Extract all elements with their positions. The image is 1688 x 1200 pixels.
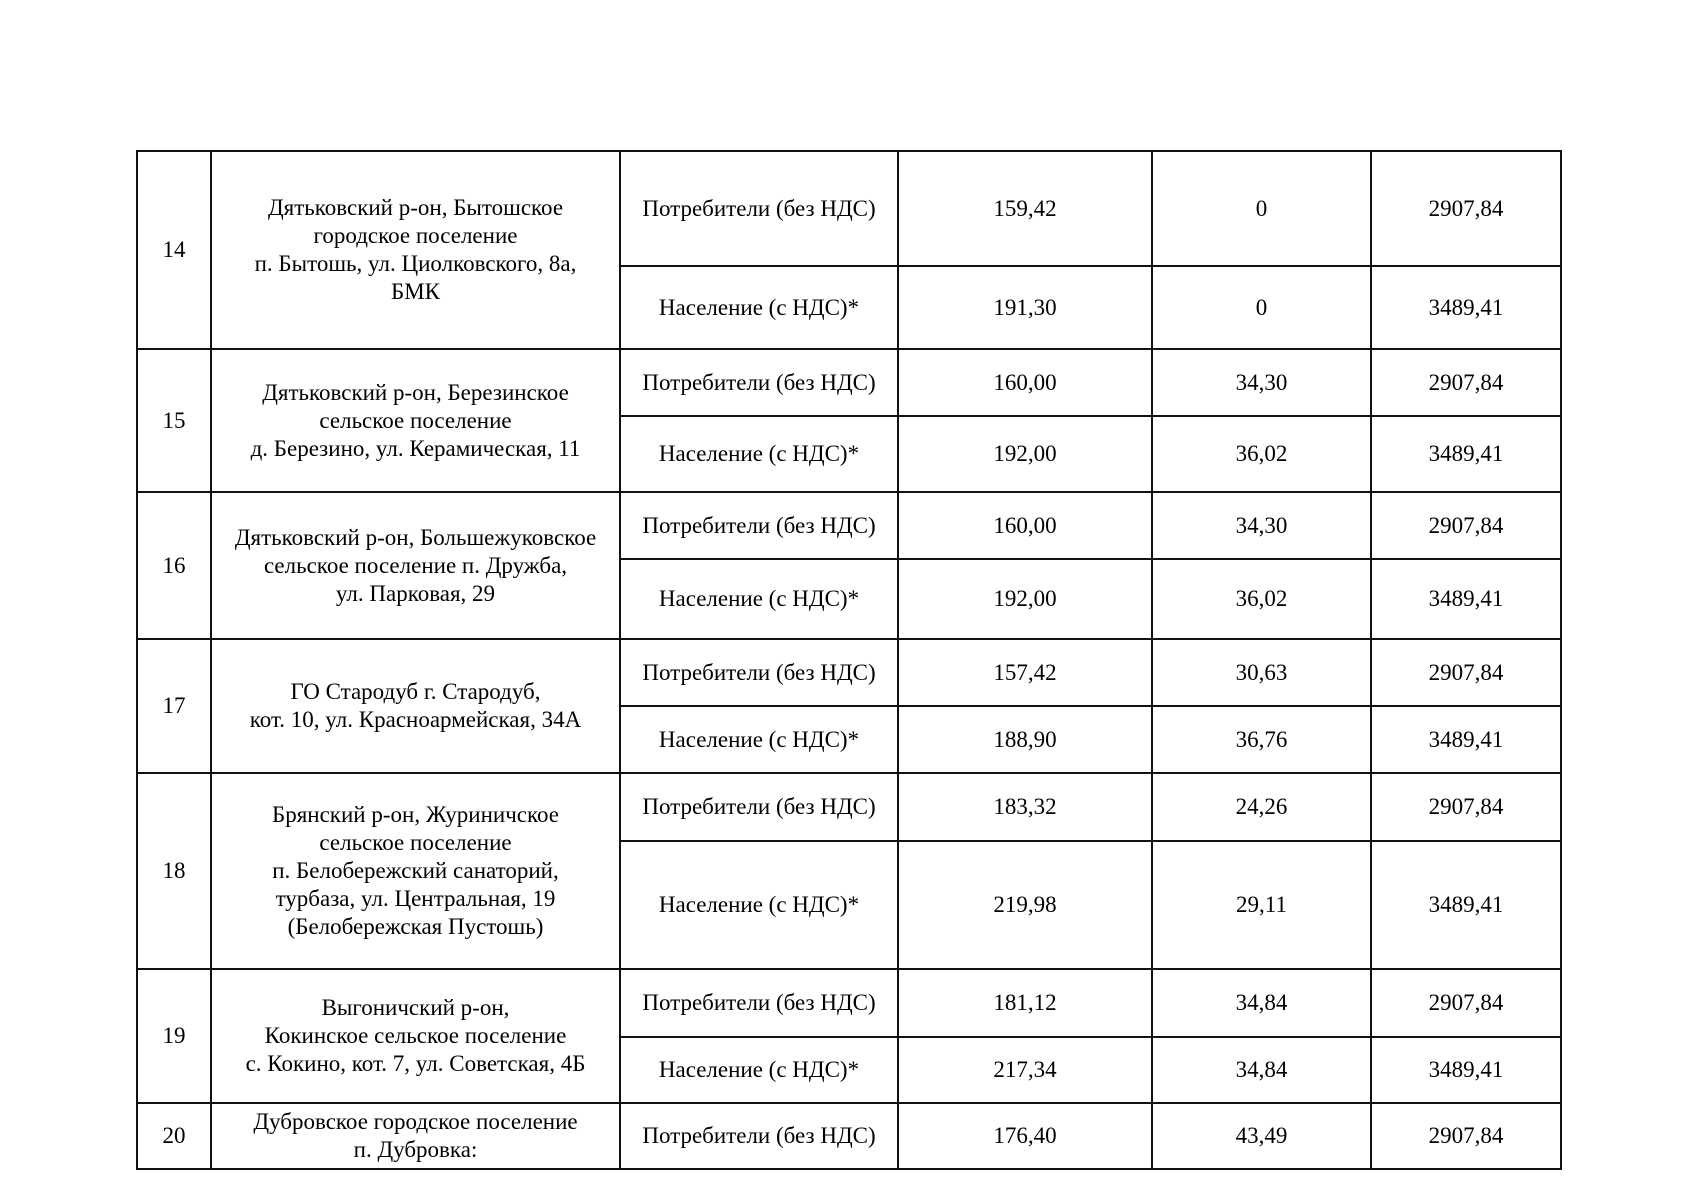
value-col-2: 43,49 (1152, 1103, 1371, 1169)
value-col-3: 3489,41 (1371, 1037, 1561, 1103)
address-cell (211, 639, 620, 773)
address-line: Дятьковский р-он, Березинское (262, 379, 569, 405)
address-line: ГО Стародуб г. Стародуб, (290, 679, 541, 704)
row-number: 15 (137, 349, 211, 492)
value-col-2: 29,11 (1152, 841, 1371, 969)
consumer-category: Потребители (без НДС) (620, 639, 898, 706)
address-line: турбаза, ул. Центральная, 19 (275, 886, 556, 911)
value-col-1: 160,00 (898, 492, 1152, 559)
table-row (137, 773, 1561, 841)
value-col-2: 0 (1152, 151, 1371, 266)
table-row (137, 349, 1561, 416)
address-line: Кокинское сельское поселение (264, 1023, 567, 1048)
address-line: с. Кокино, кот. 7, ул. Советская, 4Б (245, 1051, 586, 1076)
value-col-2: 36,76 (1152, 706, 1371, 773)
consumer-category: Население (с НДС)* (620, 706, 898, 773)
value-col-1: 192,00 (898, 416, 1152, 492)
table-row (137, 151, 1561, 266)
consumer-category: Население (с НДС)* (620, 1037, 898, 1103)
value-col-1: 217,34 (898, 1037, 1152, 1103)
row-number: 18 (137, 773, 211, 969)
address-line: Дубровское городское поселение (253, 1109, 578, 1134)
value-col-1: 160,00 (898, 349, 1152, 416)
tariff-table-body (137, 151, 1561, 1169)
value-col-2: 0 (1152, 266, 1371, 349)
value-col-2: 36,02 (1152, 416, 1371, 492)
address-line: Брянский р-он, Журиничское (272, 802, 559, 827)
consumer-category: Население (с НДС)* (620, 416, 898, 492)
address-cell (211, 492, 620, 639)
consumer-category: Потребители (без НДС) (620, 349, 898, 416)
value-col-2: 34,84 (1152, 1037, 1371, 1103)
table-row (137, 639, 1561, 706)
address-cell (211, 1103, 620, 1169)
consumer-category: Потребители (без НДС) (620, 969, 898, 1037)
value-col-1: 157,42 (898, 639, 1152, 706)
row-number: 19 (137, 969, 211, 1103)
value-col-3: 2907,84 (1371, 151, 1561, 266)
table-row (137, 969, 1561, 1037)
value-col-2: 36,02 (1152, 559, 1371, 639)
address-line: сельское поселение (319, 830, 512, 855)
value-col-1: 183,32 (898, 773, 1152, 841)
value-col-3: 2907,84 (1371, 1103, 1561, 1169)
address-cell (211, 151, 620, 349)
consumer-category: Потребители (без НДС) (620, 151, 898, 266)
value-col-1: 191,30 (898, 266, 1152, 349)
value-col-3: 3489,41 (1371, 266, 1561, 349)
address-line: ул. Парковая, 29 (335, 580, 496, 606)
row-number: 16 (137, 492, 211, 639)
consumer-category: Население (с НДС)* (620, 559, 898, 639)
consumer-category: Население (с НДС)* (620, 266, 898, 349)
consumer-category: Потребители (без НДС) (620, 773, 898, 841)
address-line: кот. 10, ул. Красноармейская, 34А (249, 707, 582, 732)
value-col-3: 2907,84 (1371, 349, 1561, 416)
address-line: п. Бытошь, ул. Циолковского, 8а, (254, 251, 577, 276)
value-col-3: 3489,41 (1371, 416, 1561, 492)
value-col-3: 3489,41 (1371, 706, 1561, 773)
address-line: (Белобережская Пустошь) (287, 914, 544, 939)
address-line: сельское поселение п. Дружба, (263, 552, 568, 578)
value-col-3: 2907,84 (1371, 773, 1561, 841)
table-row (137, 1103, 1561, 1169)
value-col-3: 2907,84 (1371, 492, 1561, 559)
consumer-category: Потребители (без НДС) (620, 492, 898, 559)
value-col-2: 34,30 (1152, 492, 1371, 559)
address-line: Дятьковский р-он, Большежуковское (234, 524, 597, 550)
value-col-3: 3489,41 (1371, 841, 1561, 969)
row-number: 14 (137, 151, 211, 349)
address-line: Выгоничский р-он, (321, 995, 510, 1020)
address-cell (211, 969, 620, 1103)
consumer-category: Потребители (без НДС) (620, 1103, 898, 1169)
table-row (137, 492, 1561, 559)
address-line: городское поселение (313, 223, 518, 248)
row-number: 17 (137, 639, 211, 773)
tariff-table (136, 150, 1562, 1170)
consumer-category: Население (с НДС)* (620, 841, 898, 969)
value-col-3: 2907,84 (1371, 639, 1561, 706)
address-line: сельское поселение (319, 407, 512, 433)
address-line: БМК (391, 279, 440, 304)
row-number: 20 (137, 1103, 211, 1169)
address-line: д. Березино, ул. Керамическая, 11 (250, 435, 581, 461)
value-col-2: 24,26 (1152, 773, 1371, 841)
address-line: п. Белобережский санаторий, (272, 858, 559, 883)
value-col-1: 181,12 (898, 969, 1152, 1037)
value-col-1: 219,98 (898, 841, 1152, 969)
value-col-3: 2907,84 (1371, 969, 1561, 1037)
value-col-1: 188,90 (898, 706, 1152, 773)
address-cell (211, 349, 620, 492)
value-col-1: 159,42 (898, 151, 1152, 266)
value-col-1: 176,40 (898, 1103, 1152, 1169)
value-col-2: 34,84 (1152, 969, 1371, 1037)
value-col-3: 3489,41 (1371, 559, 1561, 639)
address-line: Дятьковский р-он, Бытошское (267, 195, 564, 220)
value-col-2: 34,30 (1152, 349, 1371, 416)
value-col-1: 192,00 (898, 559, 1152, 639)
value-col-2: 30,63 (1152, 639, 1371, 706)
address-cell (211, 773, 620, 969)
address-line: п. Дубровка: (353, 1137, 478, 1162)
